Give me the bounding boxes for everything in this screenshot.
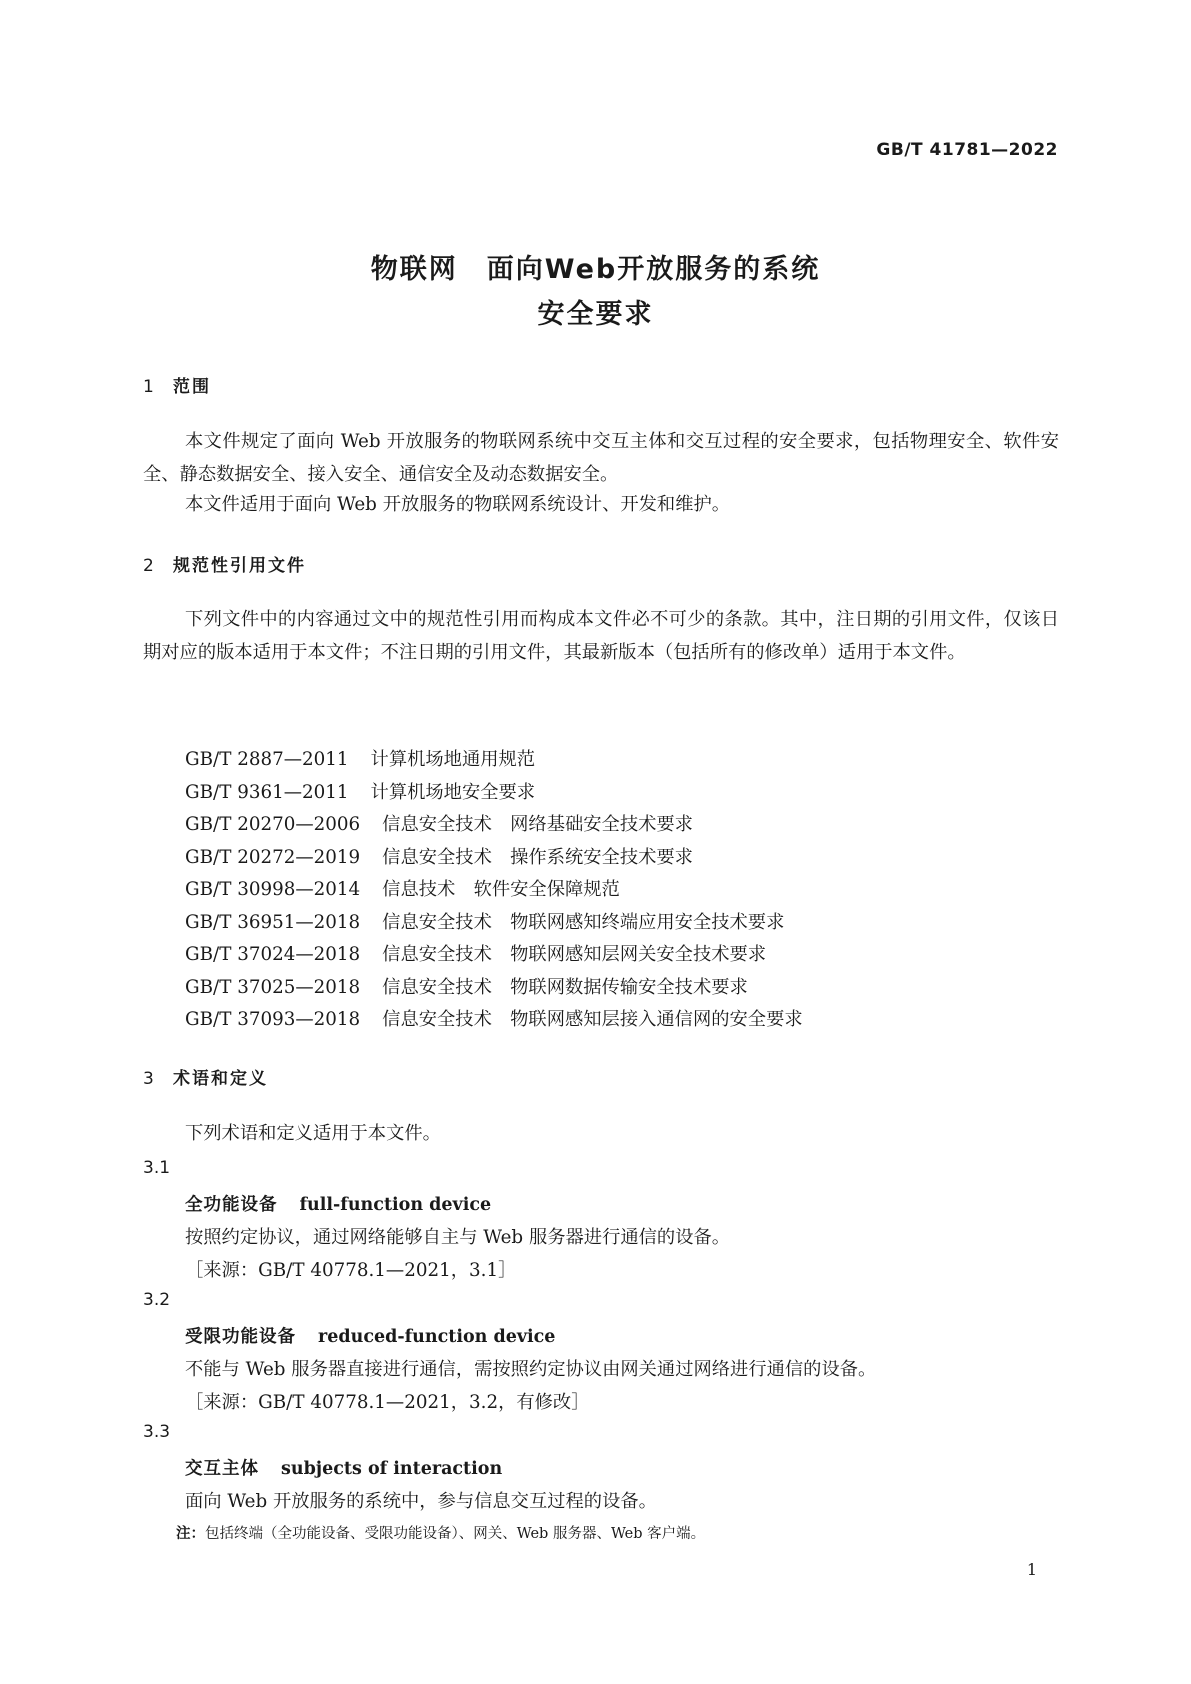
reference-code: GB/T 9361—2011 [185, 781, 349, 803]
reference-code: GB/T 37024—2018 [185, 944, 361, 965]
reference-item [185, 874, 803, 907]
term-source: ［来源：GB/T 40778.1—2021，3.2，有修改］ [185, 1392, 590, 1413]
reference-item [185, 809, 803, 842]
term-definition: 不能与 Web 服务器直接进行通信，需按照约定协议由网关通过网络进行通信的设备。 [185, 1359, 877, 1380]
term-name-cn: 交互主体 [185, 1459, 259, 1479]
reference-title: 信息安全技术 物联网数据传输安全技术要求 [382, 976, 748, 998]
reference-item [185, 1004, 803, 1037]
reference-title: 信息安全技术 物联网感知层网关安全技术要求 [382, 944, 767, 965]
term-name-en: reduced-function device [318, 1327, 556, 1347]
reference-title: 计算机场地通用规范 [370, 749, 536, 770]
reference-item [185, 907, 803, 940]
scope-paragraph-2: 本文件适用于面向 Web 开放服务的物联网系统设计、开发和维护。 [185, 494, 731, 515]
scope-paragraph-1: 本文件规定了面向 Web 开放服务的物联网系统中交互主体和交互过程的安全要求，包括物理安全、软件安全、静态数据安全、接入安全、通信安全及动态数据安全。 [143, 431, 1059, 485]
document-title-line-1: 物联网 面向Web开放服务的系统 [370, 254, 821, 285]
term-note [176, 1522, 705, 1543]
reference-code: GB/T 37025—2018 [185, 976, 361, 998]
reference-code: GB/T 30998—2014 [185, 879, 361, 900]
section-3-heading [143, 1064, 268, 1089]
term-name-en: subjects of interaction [281, 1459, 503, 1479]
term-source: ［来源：GB/T 40778.1—2021，3.1］ [185, 1260, 517, 1281]
term-definition: 面向 Web 开放服务的系统中，参与信息交互过程的设备。 [185, 1491, 657, 1512]
reference-title: 信息技术 软件安全保障规范 [382, 879, 620, 900]
term-name-en: full-function device [299, 1195, 492, 1215]
reference-item [185, 972, 803, 1005]
reference-item [185, 842, 803, 875]
section-1-heading [143, 372, 211, 397]
section-number: 2 [143, 556, 156, 576]
reference-item [185, 777, 803, 810]
section-2-heading [143, 551, 306, 576]
reference-code: GB/T 20270—2006 [185, 814, 361, 835]
reference-title: 信息安全技术 物联网感知层接入通信网的安全要求 [382, 1009, 803, 1030]
term-heading [185, 1191, 491, 1216]
term-number: 3.3 [143, 1422, 171, 1442]
term-number: 3.2 [143, 1290, 171, 1310]
term-name-cn: 全功能设备 [185, 1195, 278, 1215]
normative-references-intro: 下列文件中的内容通过文中的规范性引用而构成本文件必不可少的条款。其中，注日期的引用文件，仅该日期对应的版本适用于本文件；不注日期的引用文件，其最新版本（包括所有的修改单）适用于本文件。 [143, 609, 1059, 663]
note-label: 注： [176, 1526, 205, 1542]
section-title: 术语和定义 [173, 1069, 268, 1089]
term-definition: 按照约定协议，通过网络能够自主与 Web 服务器进行通信的设备。 [185, 1227, 731, 1248]
term-heading [185, 1323, 555, 1348]
term-number: 3.1 [143, 1158, 171, 1178]
term-name-cn: 受限功能设备 [185, 1327, 296, 1347]
section-number: 3 [143, 1069, 156, 1089]
normative-reference-list [185, 744, 803, 1037]
document-number: GB/T 41781—2022 [876, 140, 1058, 160]
term-heading [185, 1455, 502, 1480]
terms-intro: 下列术语和定义适用于本文件。 [185, 1123, 441, 1144]
section-number: 1 [143, 377, 156, 397]
section-title: 规范性引用文件 [173, 556, 306, 576]
reference-title: 信息安全技术 网络基础安全技术要求 [382, 814, 693, 835]
reference-item [185, 744, 803, 777]
reference-code: GB/T 37093—2018 [185, 1009, 361, 1030]
reference-code: GB/T 36951—2018 [185, 911, 361, 933]
section-title: 范围 [173, 377, 211, 397]
reference-title: 计算机场地安全要求 [370, 781, 536, 803]
reference-title: 信息安全技术 操作系统安全技术要求 [382, 846, 693, 868]
reference-title: 信息安全技术 物联网感知终端应用安全技术要求 [382, 911, 785, 933]
page-number: 1 [1026, 1560, 1037, 1579]
document-title-line-2: 安全要求 [537, 299, 654, 330]
reference-code: GB/T 20272—2019 [185, 846, 361, 868]
reference-item [185, 939, 803, 972]
reference-code: GB/T 2887—2011 [185, 749, 349, 770]
note-text: 包括终端（全功能设备、受限功能设备）、网关、Web 服务器、Web 客户端。 [205, 1526, 706, 1542]
